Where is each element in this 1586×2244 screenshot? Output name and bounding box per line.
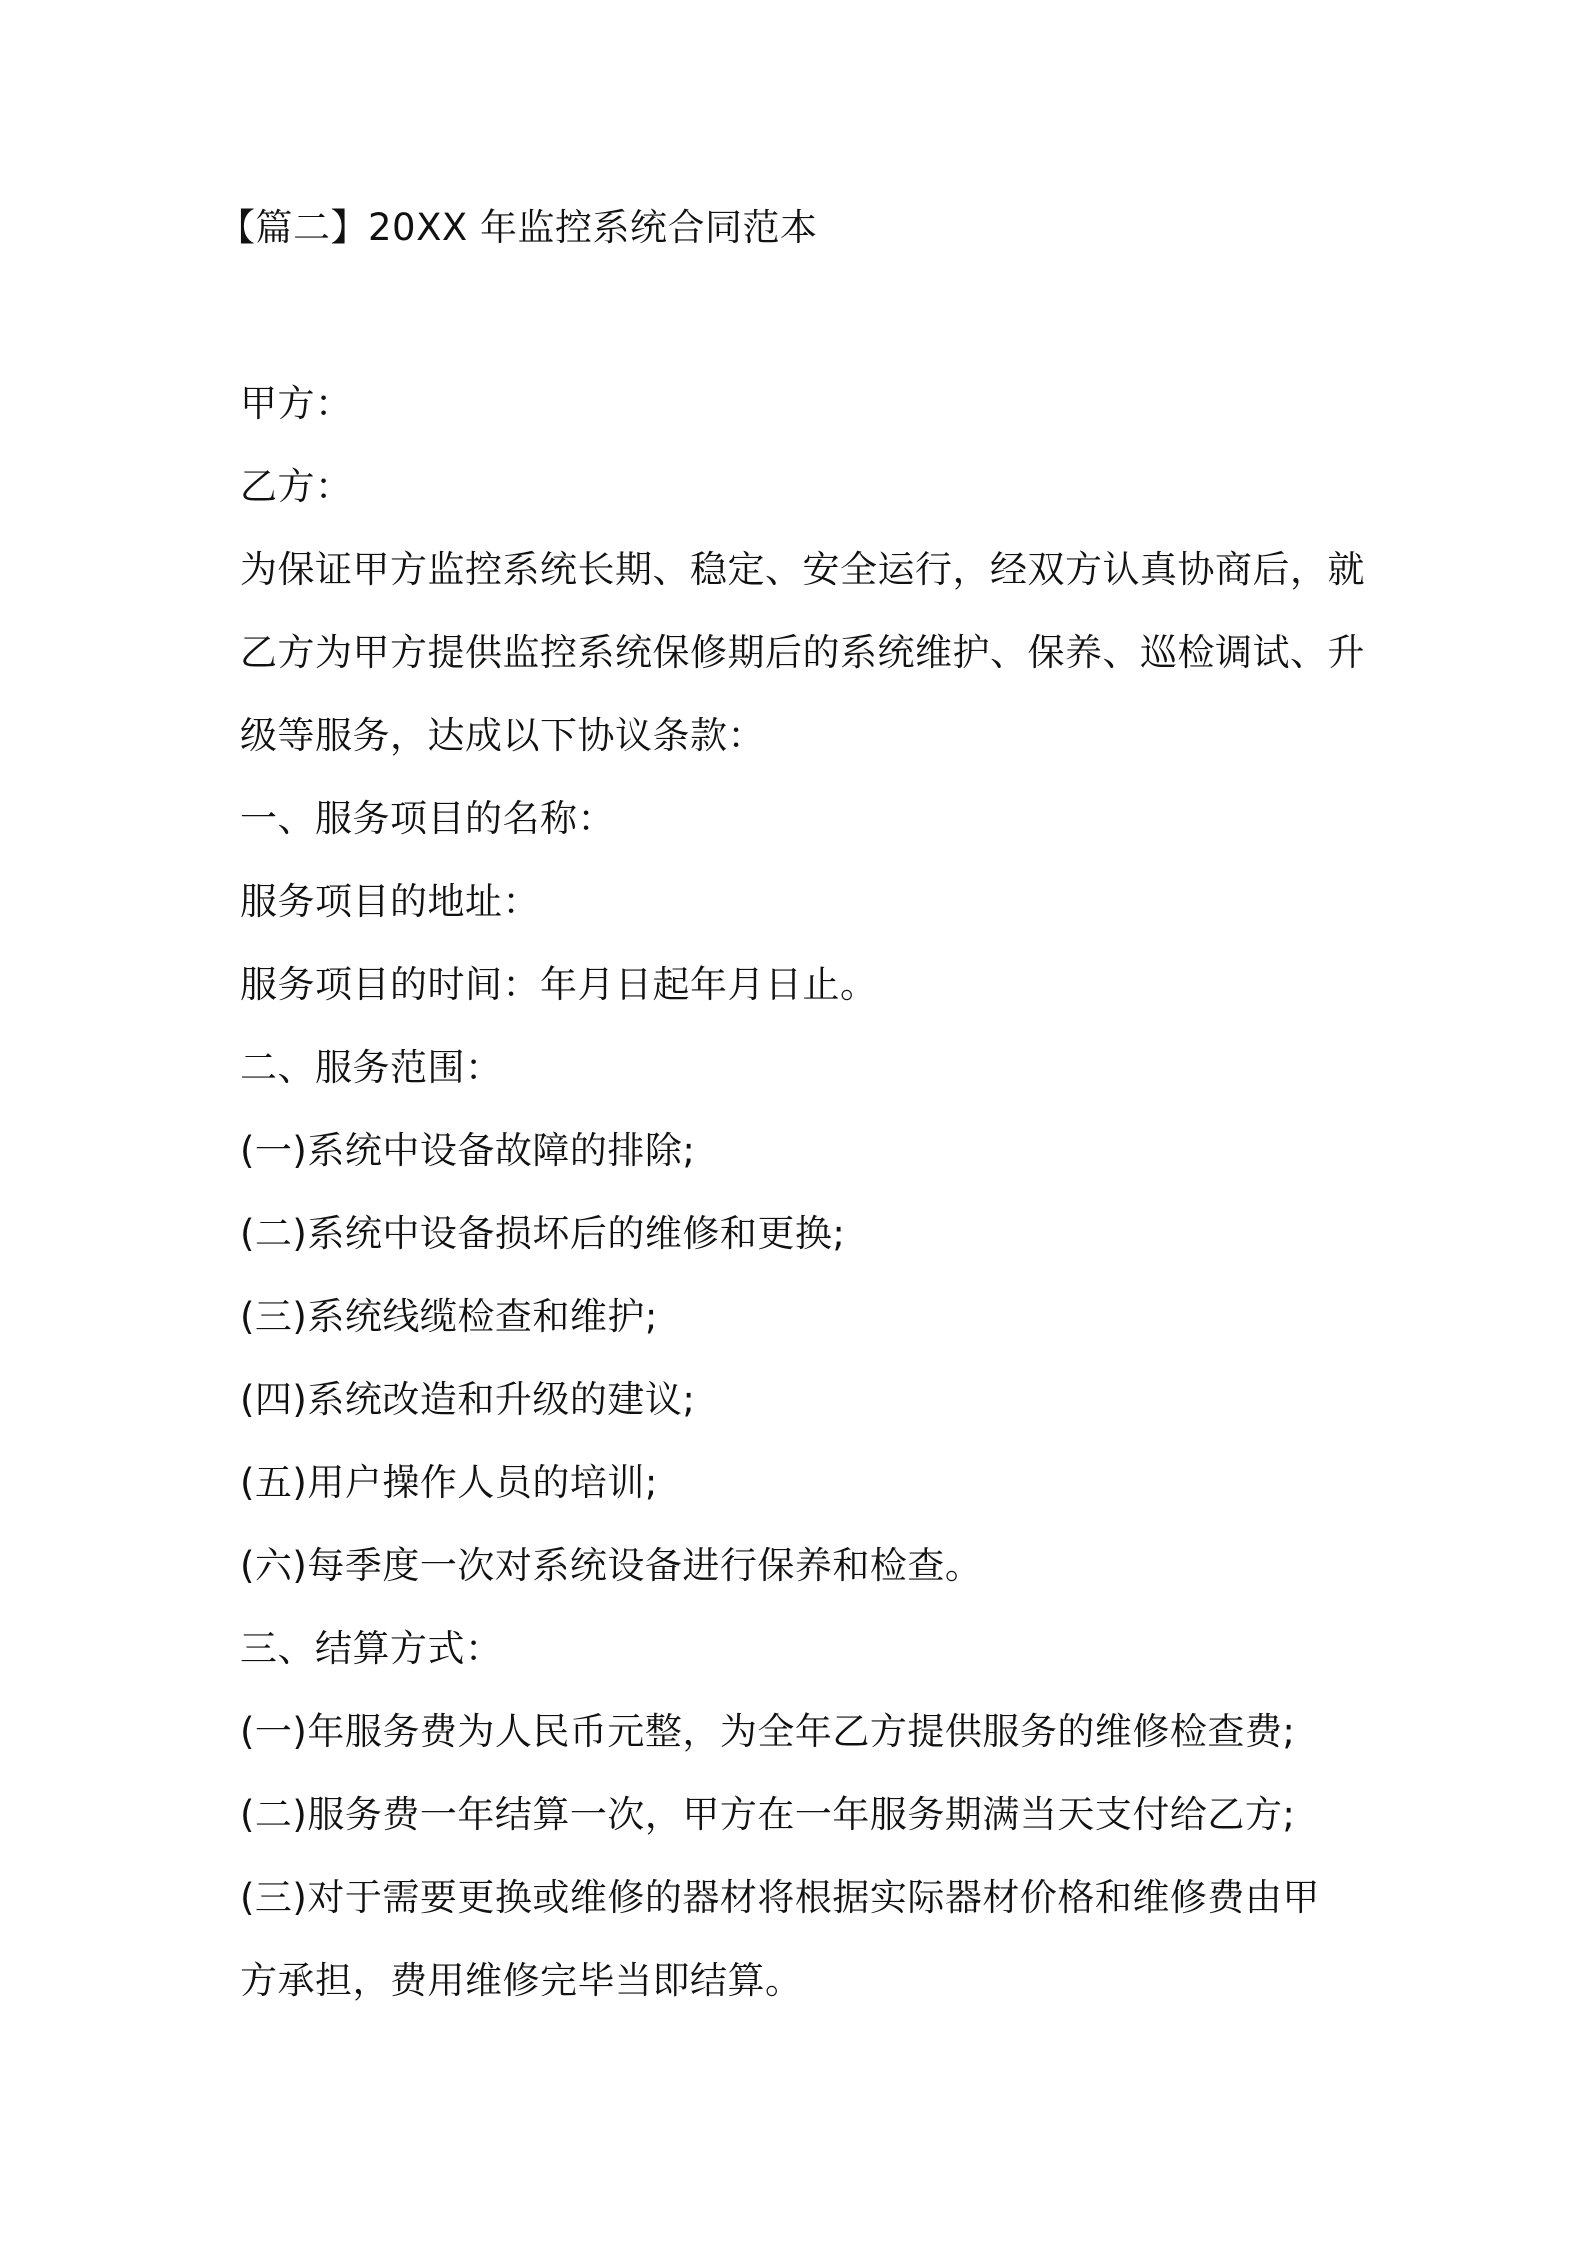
- service-scope-item: (一)系统中设备故障的排除;: [240, 1129, 696, 1172]
- service-scope-item: (三)系统线缆检查和维护;: [240, 1295, 658, 1338]
- settlement-item: (一)年服务费为人民币元整，为全年乙方提供服务的维修检查费;: [240, 1710, 1296, 1753]
- service-scope-item: (四)系统改造和升级的建议;: [240, 1378, 696, 1421]
- settlement-item: (三)对于需要更换或维修的器材将根据实际器材价格和维修费由甲: [240, 1876, 1320, 1919]
- document-body: [240, 362, 1365, 2022]
- document-title: 【篇二】20XX 年监控系统合同范本: [218, 206, 818, 249]
- service-time-line: 服务项目的时间：年月日起年月日止。: [240, 963, 878, 1006]
- section-1-heading: 一、服务项目的名称：: [240, 797, 615, 840]
- section-3-heading: 三、结算方式：: [240, 1627, 503, 1670]
- service-scope-item: (六)每季度一次对系统设备进行保养和检查。: [240, 1544, 983, 1587]
- section-2-heading: 二、服务范围：: [240, 1046, 503, 1089]
- intro-line: 乙方为甲方提供监控系统保修期后的系统维护、保养、巡检调试、升: [240, 631, 1365, 674]
- service-address-line: 服务项目的地址：: [240, 880, 540, 923]
- party-b-line: 乙方：: [240, 465, 353, 508]
- service-scope-item: (五)用户操作人员的培训;: [240, 1461, 658, 1504]
- party-a-line: 甲方：: [240, 382, 353, 425]
- intro-line: 为保证甲方监控系统长期、稳定、安全运行，经双方认真协商后，就: [240, 548, 1365, 591]
- intro-line: 级等服务，达成以下协议条款：: [240, 714, 765, 757]
- service-scope-item: (二)系统中设备损坏后的维修和更换;: [240, 1212, 846, 1255]
- settlement-item: (二)服务费一年结算一次，甲方在一年服务期满当天支付给乙方;: [240, 1793, 1296, 1836]
- settlement-item: 方承担，费用维修完毕当即结算。: [240, 1959, 803, 2002]
